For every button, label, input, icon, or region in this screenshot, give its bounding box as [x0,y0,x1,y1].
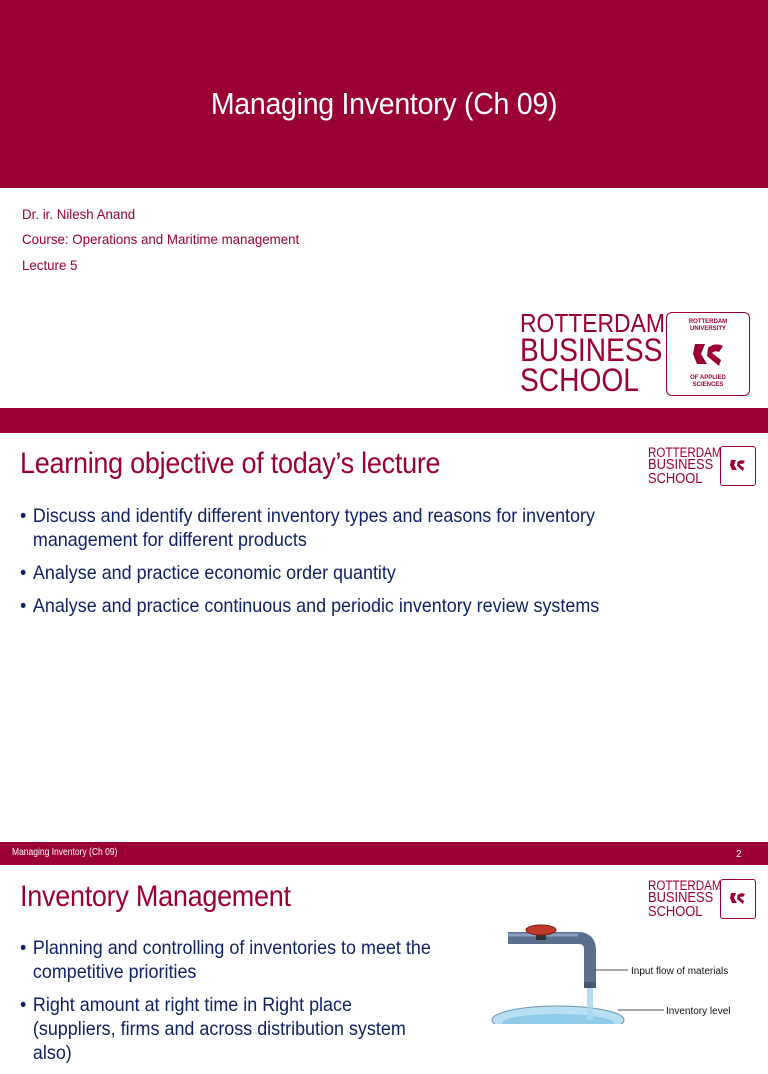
rbs-logo-small [648,446,754,486]
badge-top-text: ROTTERDAM UNIVERSITY [688,319,728,332]
logo-line-school: SCHOOL [648,470,703,487]
logo-line-rotterdam: ROTTERDAM [648,445,722,460]
inventory-tank-diagram [478,924,768,1024]
university-badge [720,879,756,919]
water-stream [587,988,593,1020]
logo-line-school: SCHOOL [648,903,703,920]
lecture-line: Lecture 5 [22,257,78,273]
logo-line-rotterdam: ROTTERDAM [648,878,722,893]
rotterdam-emblem-icon [729,458,747,472]
valve-handle-icon [526,925,556,935]
rotterdam-emblem-icon [691,340,727,368]
logo-line-business: BUSINESS [648,456,714,473]
university-badge [666,312,750,396]
list-item: • Analyse and practice continuous and periodic inventory review systems [20,594,696,618]
slide-title: Learning objective of today’s lecture [20,447,441,480]
slide-title: Managing Inventory (Ch 09) [210,86,558,121]
university-badge [720,446,756,486]
logo-line-business: BUSINESS [520,332,663,368]
logo-line-rotterdam: ROTTERDAM [520,308,665,338]
author-line: Dr. ir. Nilesh Anand [22,206,136,222]
slide-divider [0,408,768,433]
rbs-logo-large [520,310,752,396]
rotterdam-emblem-icon [729,891,747,905]
page-number: 2 [736,849,742,860]
slide-title: Inventory Management [20,880,291,913]
logo-line-school: SCHOOL [520,362,639,398]
list-item: • Right amount at right time in Right place (suppliers, firms and across distribution system also) [20,993,434,1065]
pipe-nozzle [584,982,596,988]
footer-title: Managing Inventory (Ch 09) [12,847,118,858]
course-line: Course: Operations and Maritime management [22,231,300,247]
logo-line-business: BUSINESS [648,889,714,906]
rbs-logo-small [648,879,754,919]
inventory-level-label: Inventory level [666,1006,731,1017]
list-item: • Discuss and identify different inventory types and reasons for inventory management for different products [20,504,696,552]
pipe [508,938,590,984]
list-item: • Analyse and practice economic order quantity [20,561,696,585]
input-flow-label: Input flow of materials [631,966,729,977]
badge-bottom-text: OF APPLIED SCIENCES [690,375,726,388]
inventory-list [20,936,470,1074]
list-item: • Planning and controlling of inventories to meet the competitive priorities [20,936,434,984]
objectives-list [20,504,755,627]
